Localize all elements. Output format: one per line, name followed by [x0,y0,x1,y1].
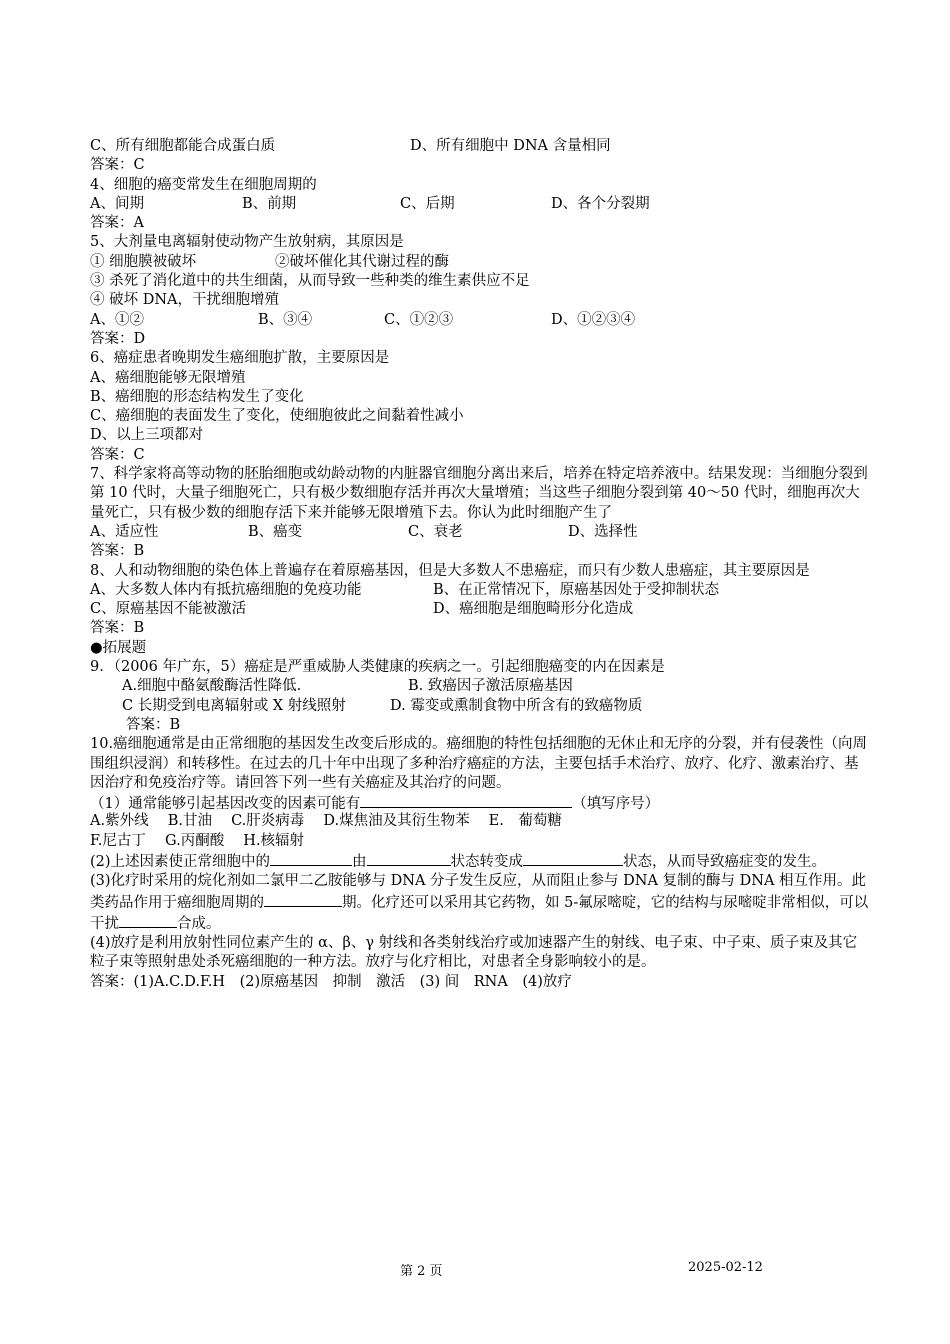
q10-part4-end: 。 [641,954,656,971]
q10-answer: 答案：(1)A.C.D.F.H (2)原癌基因 抑制 激活 (3) 间 RNA (4)放疗 [90,973,572,990]
section-heading: ●拓展题 [90,639,147,656]
q10-part3-text-a: (3)化疗时采用的烷化剂如二氯甲二乙胺能够与 DNA 分子发生反应，从而阻止参与 DNA 复制的酶与 DNA 相互作用。此类药品作用于癌细胞周期的 [90,873,867,911]
q6-option-b: B、癌细胞的形态结构发生了变化 [90,388,304,405]
q9-option-c: C 长期受到电离辐射或 X 射线照射 [122,697,346,714]
q10-part2-blank-1[interactable] [270,851,352,866]
q10-part2-text-a: (2)上述因素使正常细胞中的 [90,853,271,870]
q7-answer: 答案：B [90,543,145,560]
q10-part1-hint: （填写序号） [572,796,660,813]
q5-statement-3: ③ 杀死了消化道中的共生细菌，从而导致一些种类的维生素供应不足 [90,273,530,290]
q8-option-a: A、大多数人体内有抵抗癌细胞的免疫功能 [90,581,362,598]
q10-options-2: F.尼古丁 G.丙酮酸 H.核辐射 [90,832,305,849]
q10-part2 [90,851,870,872]
q9-answer: 答案：B [126,716,181,733]
q4-options [90,195,870,214]
q5-option-b: B、③④ [258,311,313,328]
q7-stem: 7、科学家将高等动物的胚胎细胞或幼龄动物的内脏器官细胞分离出来后，培养在特定培养液中。结果发现：当细胞分裂到第 10 代时，大量子细胞死亡，只有极少数细胞存活并再次大量增殖；当这些子细胞分裂到第 40～50 代时，细胞再次大量死亡，只有极少数的细胞存活下来并能够无限增殖下去。你认为此时细胞产生了 [90,466,868,521]
q10-part3-text-c: 合成。 [177,915,221,932]
q3-answer: 答案：C [90,157,145,174]
q7-option-b: B、癌变 [248,523,303,540]
q8-options-cd [90,600,870,619]
q3-options [90,137,870,156]
q8-option-c: C、原癌基因不能被激活 [90,601,247,618]
q9-option-b: B. 致癌因子激活原癌基因 [408,678,573,695]
q4-option-c: C、后期 [400,195,455,212]
q9-options-ab [90,677,870,696]
q5-statements-12 [90,253,870,272]
q8-option-b: B、在正常情况下，原癌基因处于受抑制状态 [433,581,720,598]
q5-option-d: D、①②③④ [551,311,636,328]
q10-part2-text-c: 状态转变成 [450,853,524,870]
q5-stem: 5、大剂量电离辐射使动物产生放射病，其原因是 [90,234,404,251]
q4-stem: 4、细胞的癌变常发生在细胞周期的 [90,176,317,193]
page-number: 第 2 页 [400,1264,443,1279]
q10-part2-blank-3[interactable] [523,851,623,866]
q10-part3-blank-1[interactable] [264,892,342,907]
q5-option-a: A、①② [90,311,144,328]
q5-option-c: C、①②③ [384,311,454,328]
q4-option-d: D、各个分裂期 [551,195,650,212]
q10-part4 [90,934,870,973]
q6-stem: 6、癌症患者晚期发生癌细胞扩散，主要原因是 [90,350,390,367]
document-body [90,137,870,992]
q10-part3 [90,872,870,934]
q9-option-a: A.细胞中酪氨酸酶活性降低. [122,678,302,695]
q4-option-a: A、间期 [90,195,144,212]
q3-option-d: D、所有细胞中 DNA 含量相同 [410,138,611,154]
q10-part4-text: (4)放疗是利用放射性同位素产生的 α、β、γ 射线和各类射线治疗或加速器产生的射线、电子束、中子束、质子束及其它粒子束等照射患处杀死癌细胞的一种方法。放疗与化疗相比，对患者全身影响较小的是 [90,935,858,971]
q8-options-ab [90,581,870,600]
footer-date: 2025-02-12 [688,1260,763,1275]
q10-part3-text-b: 期。化疗还可以采用其它药物，如 5-氟尿嘧啶，它的结构与尿嘧啶非常相似，可以干扰 [90,894,869,932]
q8-stem: 8、人和动物细胞的染色体上普遍存在着原癌基因，但是大多数人不患癌症，而只有少数人患癌症，其主要原因是 [90,562,810,579]
q10-stem: 10.癌细胞通常是由正常细胞的基因发生改变后形成的。癌细胞的特性包括细胞的无休止和无序的分裂，并有侵袭性（向周围组织浸润）和转移性。在过去的几十年中出现了多种治疗癌症的方法，主要包括手术治疗、放疗、化疗、激素治疗、基因治疗和免疫治疗等。请回答下列一些有关癌症及其治疗的问题。 [90,736,868,791]
q6-option-d: D、以上三项都对 [90,427,204,444]
q10-part1-blank[interactable] [360,793,572,808]
q10-part2-text-d: 状态，从而导致癌症变的发生。 [623,853,827,870]
q7-option-d: D、选择性 [568,523,638,540]
q5-statement-2: ②破坏催化其代谢过程的酶 [275,253,449,270]
q5-options [90,311,870,330]
q4-answer: 答案：A [90,215,144,232]
q10-part1-text: （1）通常能够引起基因改变的因素可能有 [90,796,361,813]
q10-part2-blank-2[interactable] [367,851,451,866]
q8-answer: 答案：B [90,620,145,637]
q9-option-d: D. 霉变或熏制食物中所含有的致癌物质 [390,697,643,714]
q5-answer: 答案：D [90,330,146,347]
q6-option-c: C、癌细胞的表面发生了变化，使细胞彼此之间黏着性减小 [90,408,464,425]
q4-option-b: B、前期 [242,195,297,212]
q5-statement-1: ① 细胞膜被破坏 [90,253,197,270]
q10-part3-blank-2[interactable] [119,913,177,928]
q9-stem: 9．（2006 年广东，5）癌症是严重威胁人类健康的疾病之一。引起细胞癌变的内在因素是 [90,659,665,676]
q3-option-c: C、所有细胞都能合成蛋白质 [90,138,276,154]
q5-statement-4: ④ 破坏 DNA，干扰细胞增殖 [90,292,280,309]
q8-option-d: D、癌细胞是细胞畸形分化造成 [433,601,634,618]
q6-option-a: A、癌细胞能够无限增殖 [90,369,246,386]
q10-part1 [90,793,870,812]
q6-answer: 答案：C [90,446,145,463]
q7-option-a: A、适应性 [90,523,159,540]
q10-part2-text-b: 由 [352,853,367,870]
q7-option-c: C、衰老 [408,523,463,540]
q10-options-1: A.紫外线 B.甘油 C.肝炎病毒 D.煤焦油及其衍生物苯 E. 葡萄糖 [90,813,562,830]
q9-options-cd [90,697,870,716]
q7-options [90,523,870,542]
